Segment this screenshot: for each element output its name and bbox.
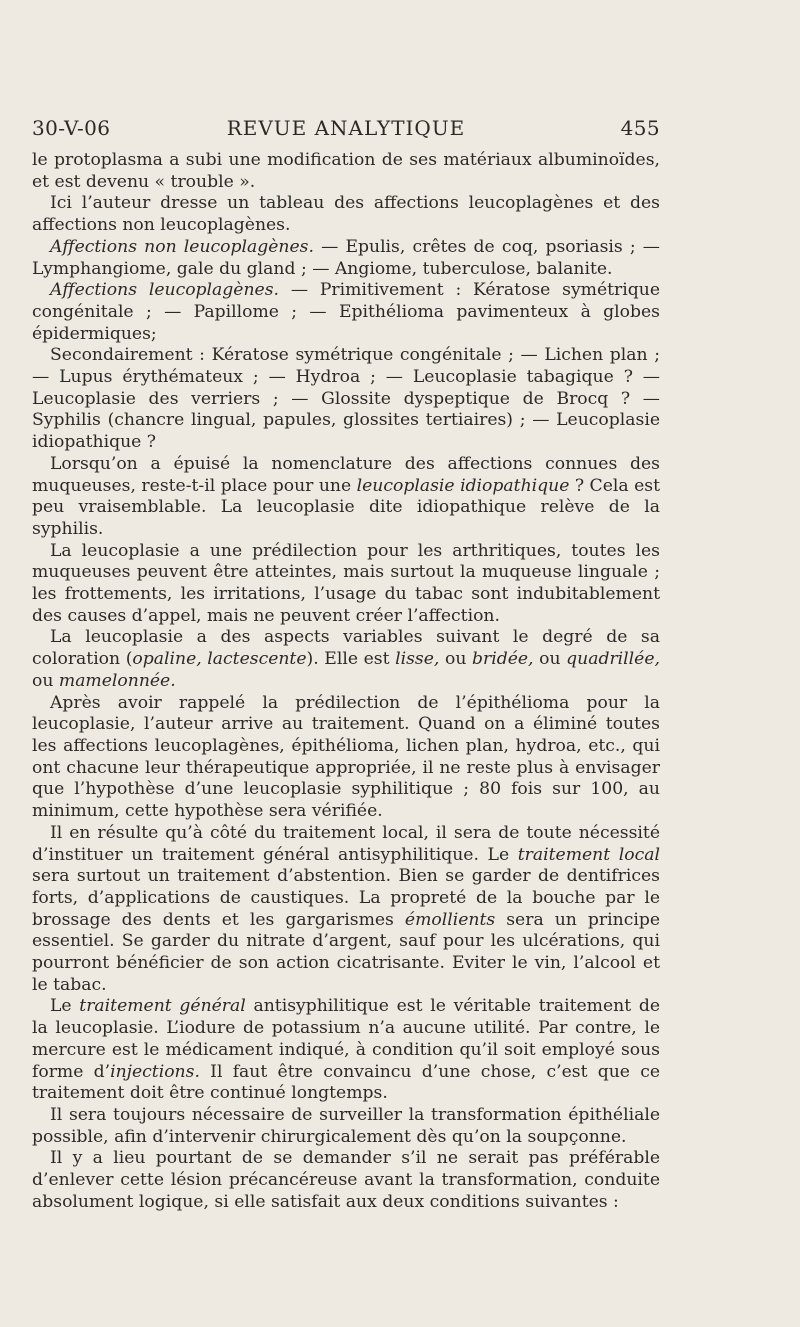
paragraph: Secondairement : Kératose symétrique congénitale ; — Lichen plan ; — Lupus érythémateux ; — Hydroa ; — Leucoplasie tabagique ? — Leucoplasie des verriers ; — Glossite dyspeptique de Brocq ? — Syphilis (chancre lingual, papules, glossites tertiaires) ; — Leucoplasie idiopathique ?: [32, 345, 660, 453]
paragraph: Après avoir rappelé la prédilection de l’épithélioma pour la leucoplasie, l’auteur arrive au traitement. Quand on a éliminé toutes les affections leucoplagènes, épithélioma, lichen plan, hydroa, etc., qui ont chacune leur thérapeutique appropriée, il ne reste plus à envisager que l’hypothèse d’une leucoplasie syphilitique ; 80 fois sur 100, au minimum, cette hypothèse sera vérifiée.: [32, 692, 660, 822]
paragraph: Le traitement général antisyphilitique est le véritable traitement de la leucoplasie. L’iodure de potassium n’a aucune utilité. Par contre, le mercure est le médicament indiqué, à condition qu’il soit employé sous forme d’injections. Il faut être convaincu d’une chose, c’est que ce traitement doit être continué longtemps.: [32, 996, 660, 1104]
paragraph: Il en résulte qu’à côté du traitement local, il sera de toute nécessité d’instituer un traitement général antisyphilitique. Le traitement local sera surtout un traitement d’abstention. Bien se garder de dentifrices forts, d’applications de caustiques. La propreté de la bouche par le brossage des dents et les gargarismes émollients sera un principe essentiel. Se garder du nitrate d’argent, sauf pour les ulcérations, qui pourront bénéficier de son action cicatrisante. Eviter le vin, l’alcool et le tabac.: [32, 822, 660, 995]
paragraph: Affections non leucoplagènes. — Epulis, crêtes de coq, psoriasis ; — Lymphangiome, gale du gland ; — Angiome, tuberculose, balanite.: [32, 236, 660, 279]
journal-page: [32, 116, 660, 1213]
paragraph: Affections leucoplagènes. — Primitivement : Kératose symétrique congénitale ; — Papillome ; — Epithélioma pavimenteux à globes épidermiques;: [32, 280, 660, 344]
paragraph: le protoplasma a subi une modification de ses matériaux albuminoïdes, et est devenu « trouble ».: [32, 150, 660, 192]
article-body: [32, 150, 660, 1213]
paragraph: La leucoplasie a une prédilection pour les arthritiques, toutes les muqueuses peuvent être atteintes, mais surtout la muqueuse linguale ; les frottements, les irritations, l’usage du tabac sont indubitablement des causes d’appel, mais ne peuvent créer l’affection.: [32, 540, 660, 626]
paragraph: Il sera toujours nécessaire de surveiller la transformation épithéliale possible, afin d’intervenir chirurgicalement dès qu’on la soupçonne.: [32, 1104, 660, 1147]
paragraph: Il y a lieu pourtant de se demander s’il ne serait pas préférable d’enlever cette lésion précancéreuse avant la transformation, conduite absolument logique, si elle satisfait aux deux conditions suivantes :: [32, 1148, 660, 1212]
running-header: [32, 116, 660, 146]
paragraph: La leucoplasie a des aspects variables suivant le degré de sa coloration (opaline, lactescente). Elle est lisse, ou bridée, ou quadrillée, ou mamelonnée.: [32, 627, 660, 691]
paragraph: Lorsqu’on a épuisé la nomenclature des affections connues des muqueuses, reste-t-il place pour une leucoplasie idiopathique ? Cela est peu vraisemblable. La leucoplasie dite idiopathique relève de la syphilis.: [32, 453, 660, 539]
journal-section-title: REVUE ANALYTIQUE: [226, 116, 466, 140]
issue-date: 30-V-06: [32, 116, 111, 140]
paragraph: Ici l’auteur dresse un tableau des affections leucoplagènes et des affections non leucoplagènes.: [32, 193, 660, 236]
page-number: 455: [620, 116, 660, 140]
